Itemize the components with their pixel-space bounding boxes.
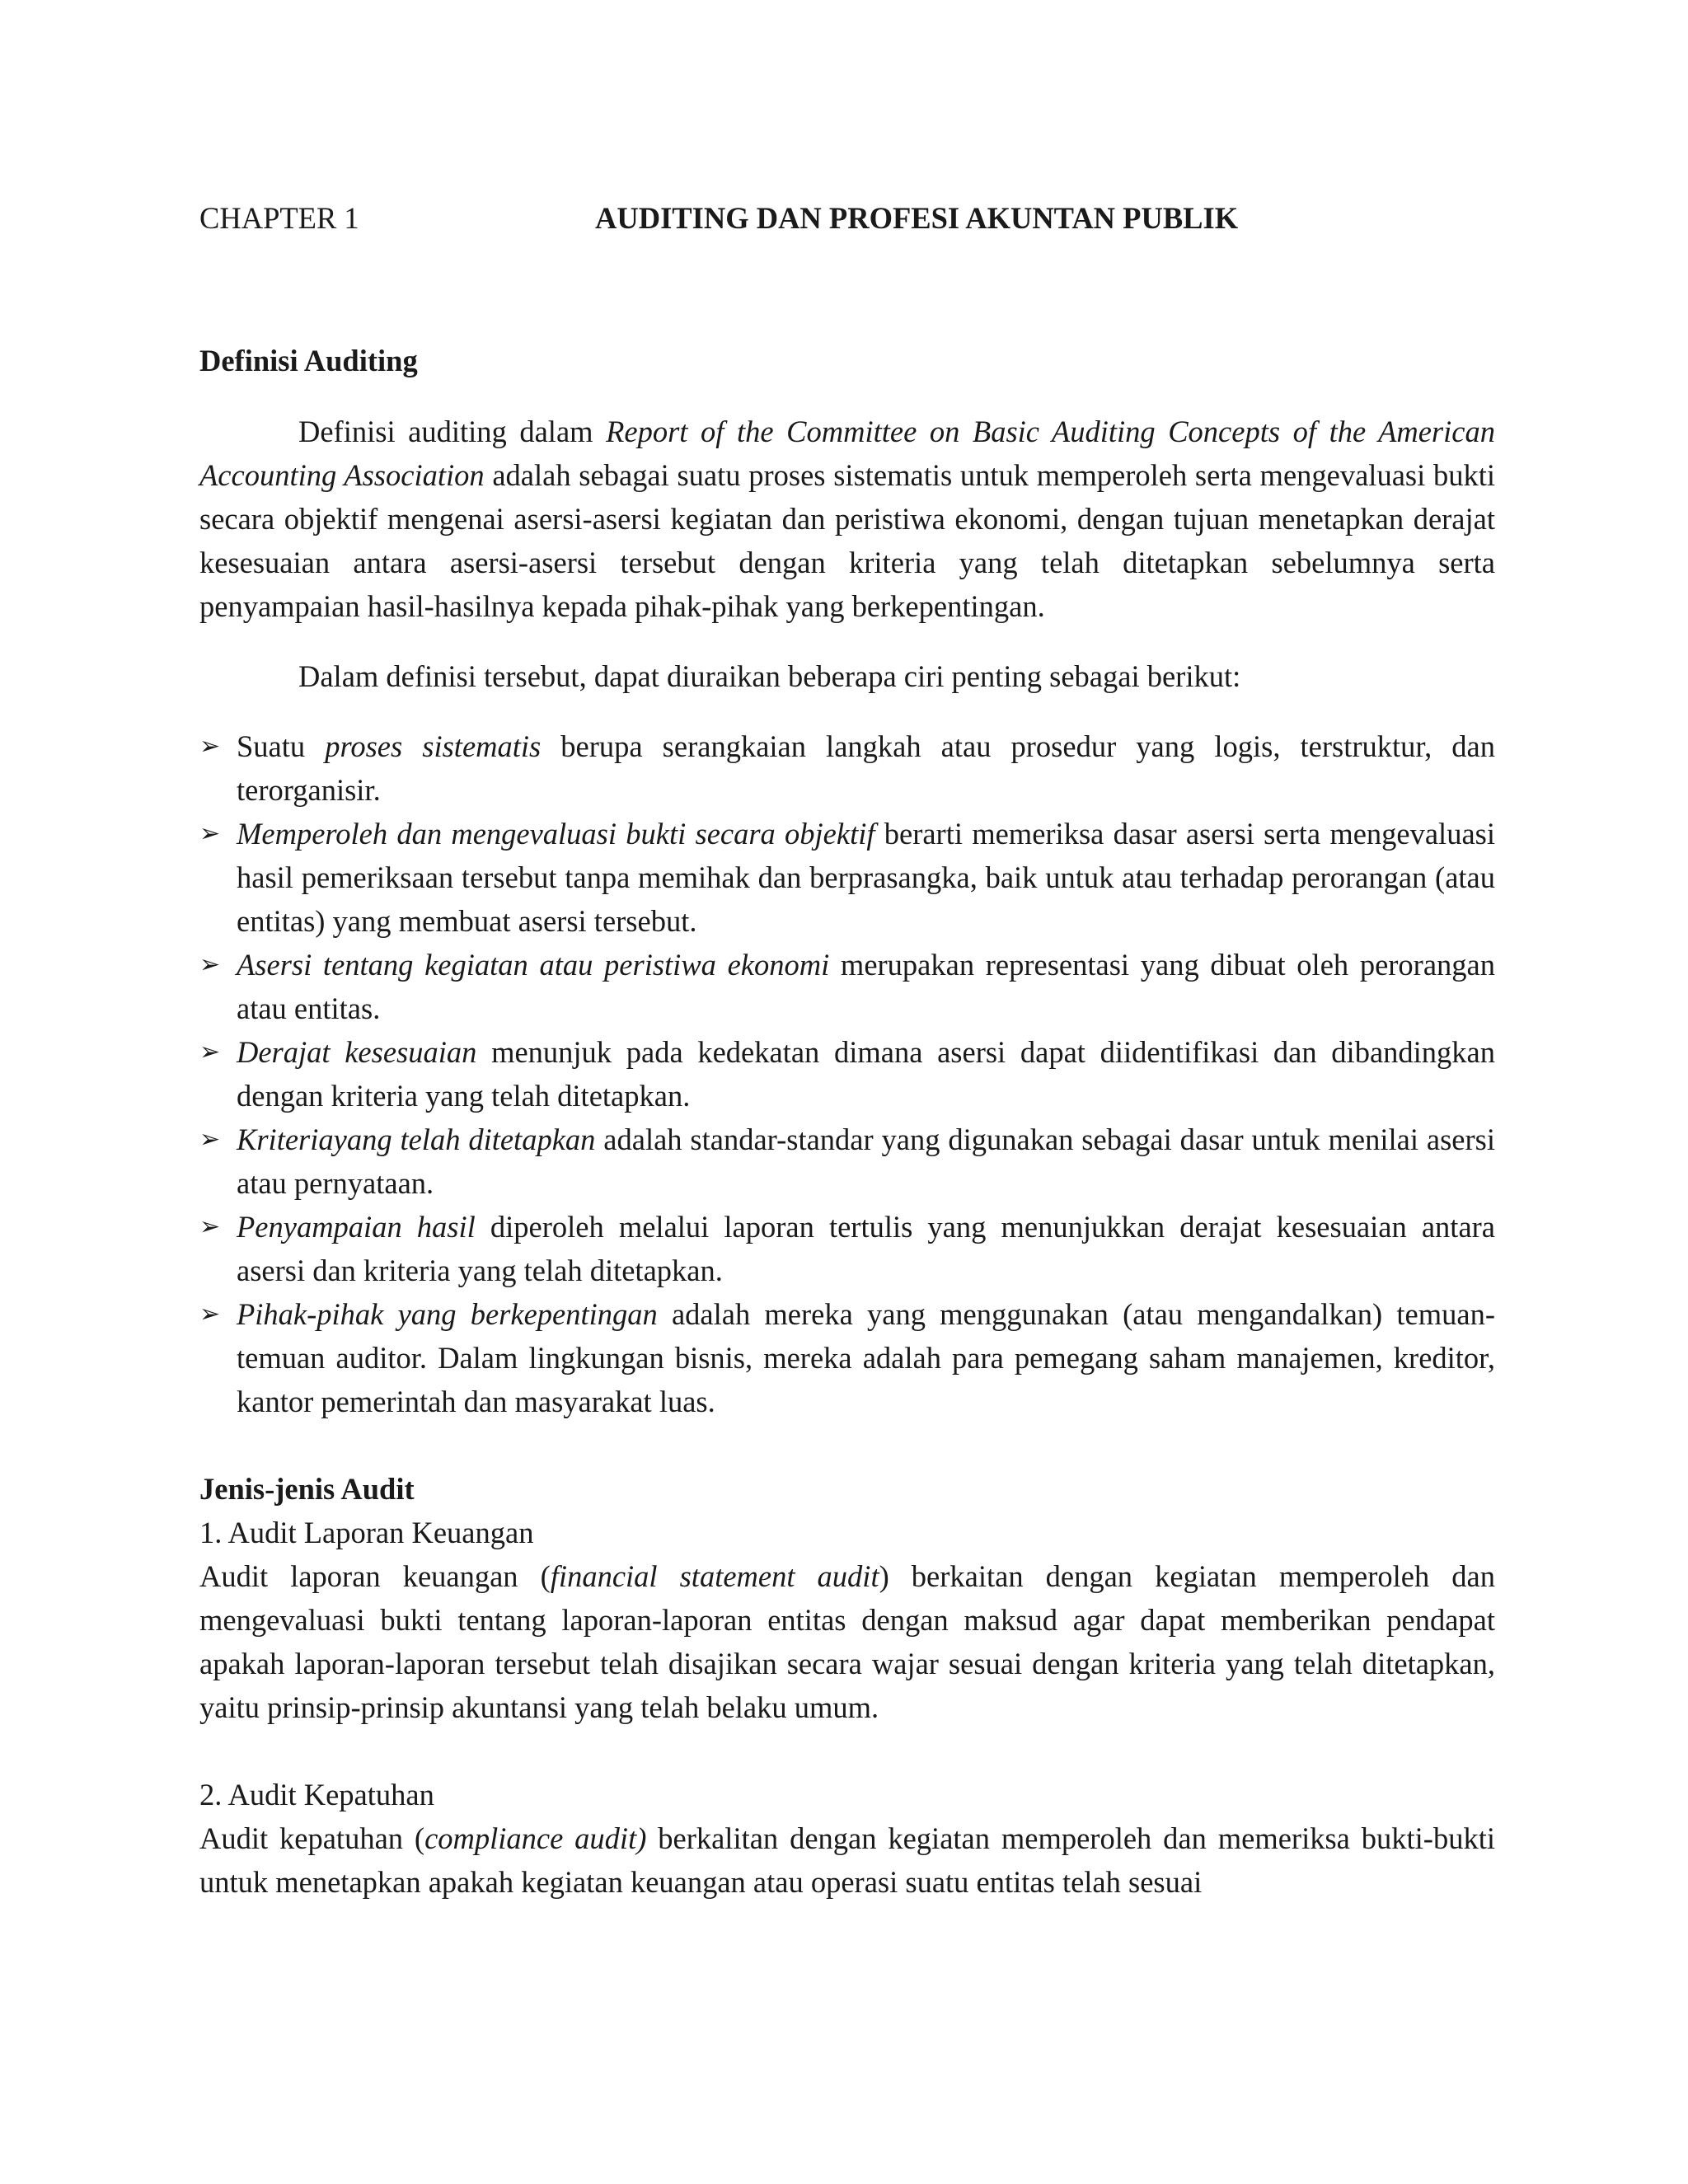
list-item: ➢ Suatu proses sistematis berupa serangkaian langkah atau prosedur yang logis, terstruktur, dan terorganisir.	[199, 724, 1495, 812]
arrow-bullet-icon: ➢	[199, 950, 221, 979]
chapter-number: CHAPTER 1	[199, 201, 359, 235]
section-heading-definisi: Definisi Auditing	[199, 344, 418, 377]
characteristics-intro: Dalam definisi tersebut, dapat diuraikan beberapa ciri penting sebagai berikut:	[298, 659, 1241, 693]
arrow-bullet-icon: ➢	[199, 1038, 221, 1066]
arrow-bullet-icon: ➢	[199, 1125, 221, 1154]
list-item: ➢ Penyampaian hasil diperoleh melalui laporan tertulis yang menunjukkan derajat kesesuaian antara asersi dan kriteria yang telah ditetapkan.	[199, 1205, 1495, 1292]
section-heading-jenis: Jenis-jenis Audit	[199, 1472, 415, 1506]
arrow-bullet-icon: ➢	[199, 732, 221, 761]
list-item: ➢ Derajat kesesuaian menunjuk pada kedekatan dimana asersi dapat diidentifikasi dan dibandingkan dengan kriteria yang telah ditetapkan.	[199, 1030, 1495, 1118]
arrow-bullet-icon: ➢	[199, 1300, 221, 1329]
chapter-header	[199, 196, 1495, 240]
source-title: Report of the Committee on Basic Auditing Concepts of the American Accounting Association	[199, 415, 1495, 492]
list-item: ➢ Asersi tentang kegiatan atau peristiwa ekonomi merupakan representasi yang dibuat oleh perorangan atau entitas.	[199, 943, 1495, 1030]
audit-type-title: 2. Audit Kepatuhan	[199, 1778, 434, 1811]
document-page	[199, 196, 1495, 1904]
arrow-bullet-icon: ➢	[199, 1212, 221, 1241]
list-item: ➢ Pihak-pihak yang berkepentingan adalah mereka yang menggunakan (atau mengandalkan) temuan-temuan auditor. Dalam lingkungan bisnis, mereka adalah para pemegang saham manajemen, kreditor, kantor pemerintah dan masyarakat luas.	[199, 1292, 1495, 1423]
audit-type-paragraph: Audit laporan keuangan (financial statement audit) berkaitan dengan kegiatan memperoleh dan mengevaluasi bukti tentang laporan-laporan entitas dengan maksud agar dapat memberikan pendapat apakah laporan-laporan tersebut telah disajikan secara wajar sesuai dengan kriteria yang telah ditetapkan, yaitu prinsip-prinsip akuntansi yang telah belaku umum.	[199, 1559, 1496, 1724]
definition-paragraph: Definisi auditing dalam Report of the Committee on Basic Auditing Concepts of the American Accounting Association adalah sebagai suatu proses sistematis untuk memperoleh serta mengevaluasi bukti secara objektif mengenai asersi-asersi kegiatan dan peristiwa ekonomi, dengan tujuan menetapkan derajat kesesuaian antara asersi-asersi tersebut dengan kriteria yang telah ditetapkan sebelumnya serta penyampaian hasil-hasilnya kepada pihak-pihak yang berkepentingan.	[199, 415, 1495, 623]
chapter-title: AUDITING DAN PROFESI AKUNTAN PUBLIK	[595, 201, 1239, 235]
arrow-bullet-icon: ➢	[199, 819, 221, 848]
audit-type-paragraph: Audit kepatuhan (compliance audit) berkalitan dengan kegiatan memperoleh dan memeriksa bukti-bukti untuk menetapkan apakah kegiatan keuangan atau operasi suatu entitas telah sesuai	[199, 1821, 1495, 1899]
audit-type-title: 1. Audit Laporan Keuangan	[199, 1516, 534, 1549]
list-item: ➢ Kriteriayang telah ditetapkan adalah standar-standar yang digunakan sebagai dasar untuk menilai asersi atau pernyataan.	[199, 1118, 1495, 1205]
list-item: ➢ Memperoleh dan mengevaluasi bukti secara objektif berarti memeriksa dasar asersi serta mengevaluasi hasil pemeriksaan tersebut tanpa memihak dan berprasangka, baik untuk atau terhadap perorangan (atau entitas) yang membuat asersi tersebut.	[199, 812, 1495, 943]
characteristics-list	[199, 724, 1495, 1423]
